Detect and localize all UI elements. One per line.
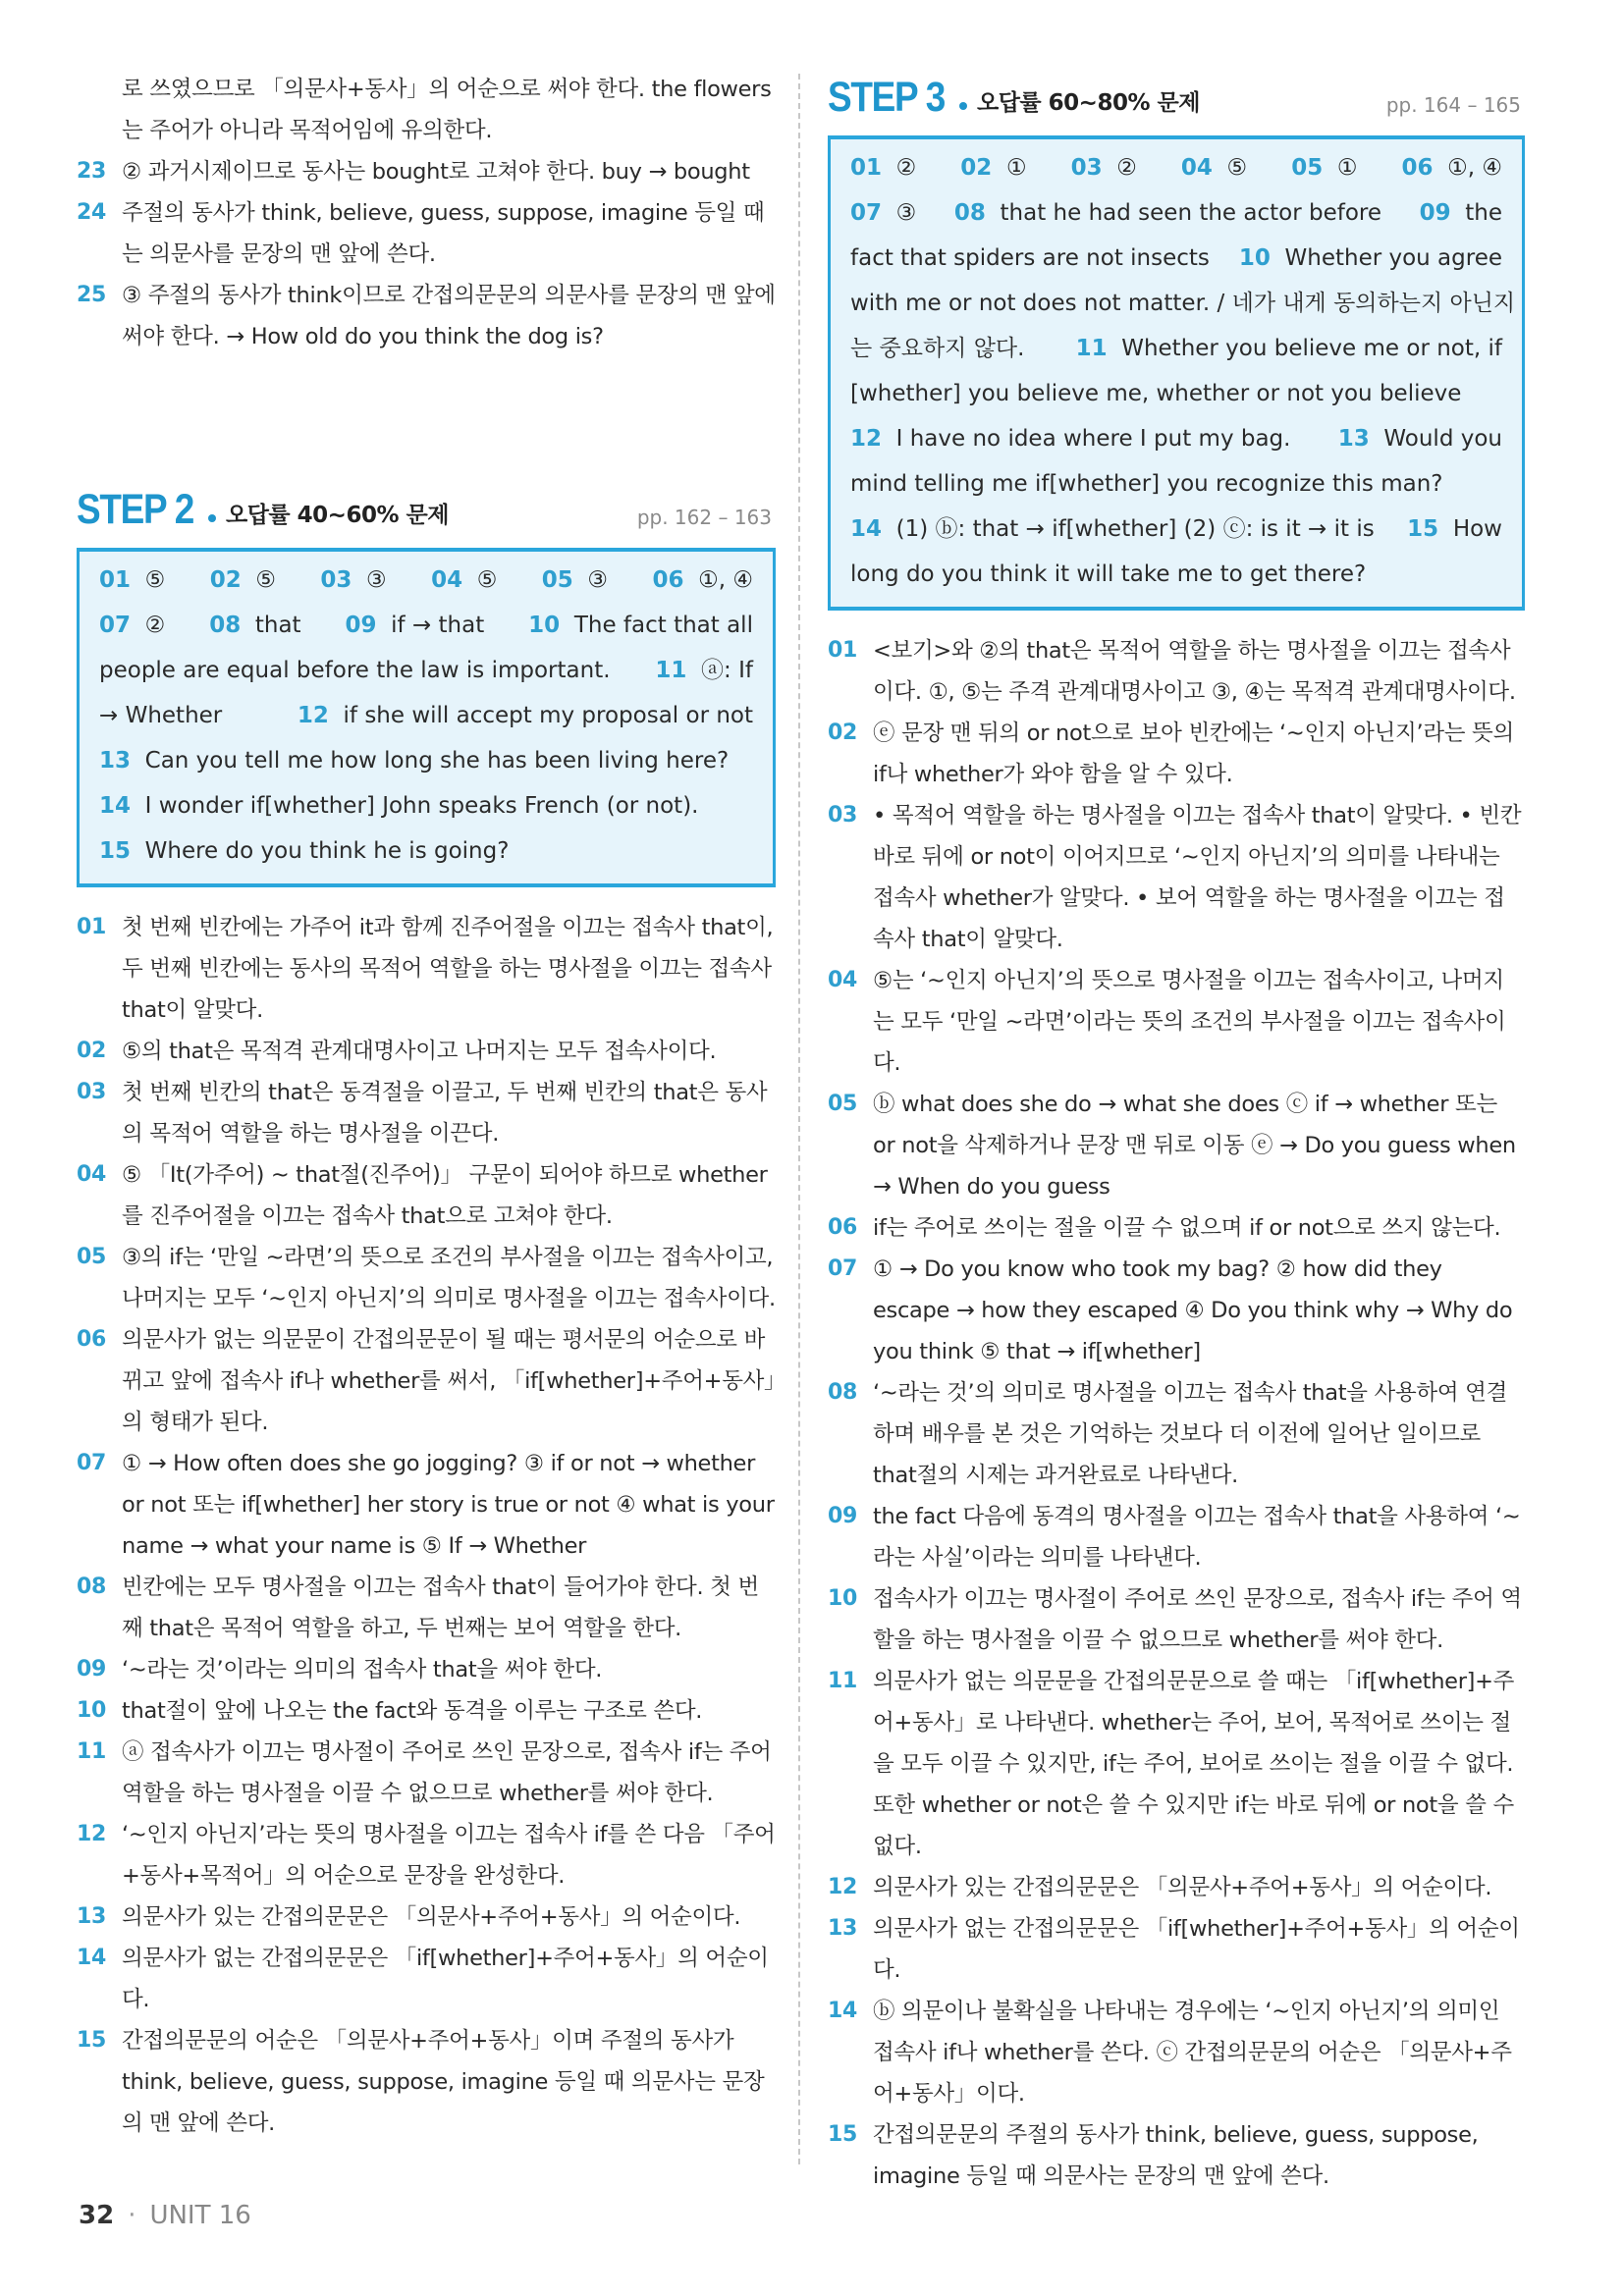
answer-item [850, 416, 1290, 461]
explanation-item [77, 1938, 776, 2020]
answer-item [850, 371, 1461, 416]
explanation-item [77, 1237, 776, 1319]
answer-item [542, 558, 608, 603]
answer-item [1407, 507, 1502, 552]
bullet-icon [208, 514, 216, 522]
answer-value: ⑤ [255, 567, 276, 593]
answer-item [320, 558, 386, 603]
explanation-text: 첫 번째 빈칸에는 가주어 it과 함께 진주어절을 이끄는 접속사 that이, 두 번째 빈칸에는 동사의 목적어 역할을 하는 명사절을 이끄는 접속사 that이 알맞다. [122, 915, 774, 1023]
explanation-text: 의문사가 없는 의문문이 간접의문문이 될 때는 평서문의 어순으로 바뀌고 앞에 접속사 if나 whether를 써서, 「if[whether]+주어+동사」의 형태가 된다. [122, 1327, 776, 1435]
answer-row [99, 603, 753, 648]
answer-row [850, 416, 1502, 461]
explanation-item [77, 1649, 776, 1690]
explanation-number: 12 [77, 1822, 107, 1846]
answer-value: 는 중요하지 않다. [850, 336, 1025, 361]
answer-number: 15 [1407, 516, 1439, 542]
answer-value: mind telling me if[whether] you recognize this man? [850, 471, 1443, 497]
answer-value: Whether you agree [1284, 245, 1502, 271]
explanation-text: ② 과거시제이므로 동사는 bought로 고쳐야 한다. buy → bought [122, 159, 750, 185]
answer-number: 09 [1419, 200, 1451, 226]
answer-value: ② [1116, 155, 1137, 181]
answer-number: 04 [431, 567, 463, 593]
explanation-text: • 목적어 역할을 하는 명사절을 이끄는 접속사 that이 알맞다. • 빈칸 바로 뒤에 or not이 이어지므로 ‘~인지 아닌지’의 의미를 나타내는 접속사 whether가 알맞다. • 보어 역할을 하는 명사절을 이끄는 접속사 that이 알맞다. [873, 803, 1522, 952]
explanation-text: ⓔ 문장 맨 뒤의 or not으로 보아 빈칸에는 ‘~인지 아닌지’라는 뜻의 if나 whether가 와야 함을 알 수 있다. [873, 721, 1514, 787]
explanation-text: if는 주어로 쓰이는 절을 이끌 수 없으며 if or not으로 쓰지 않는다. [873, 1215, 1501, 1241]
answer-row [850, 190, 1502, 236]
explanation-item [828, 1084, 1525, 1207]
answer-item [99, 738, 729, 783]
answer-value: I wonder if[whether] John speaks French (or not). [144, 793, 699, 819]
answer-number: 06 [1401, 155, 1434, 181]
explanation-text: 주절의 동사가 think, believe, guess, suppose, imagine 등일 때는 의문사를 문장의 맨 앞에 쓴다. [122, 200, 765, 267]
answer-value: that [254, 613, 301, 638]
answer-value: ② [895, 155, 917, 181]
answer-item [960, 145, 1026, 190]
step3-header [828, 69, 1525, 128]
explanation-text: ⑤ 「It(가주어) ~ that절(진주어)」 구문이 되어야 하므로 whether를 진주어절을 이끄는 접속사 that으로 고쳐야 한다. [122, 1162, 768, 1229]
explanation-item [828, 713, 1525, 795]
explanation-number: 02 [77, 1039, 107, 1063]
answer-value: long do you think it will take me to get there? [850, 561, 1367, 587]
answer-item [1291, 145, 1357, 190]
answer-row [850, 326, 1502, 371]
explanation-text: 간접의문문의 어순은 「의문사+주어+동사」이며 주절의 동사가 think, believe, guess, suppose, imagine 등일 때 의문사는 문장의 맨 앞에 쓴다. [122, 2028, 765, 2136]
explanation-item [828, 795, 1525, 960]
explanation-text: ‘~라는 것’이라는 의미의 접속사 that을 써야 한다. [122, 1657, 603, 1682]
answer-value: Whether you believe me or not, if [1121, 336, 1502, 361]
answer-number: 10 [528, 613, 561, 638]
explanation-number: 06 [828, 1215, 858, 1240]
explanation-text: the fact 다음에 동격의 명사절을 이끄는 접속사 that을 사용하여 ‘~라는 사실’이라는 의미를 나타낸다. [873, 1504, 1521, 1571]
explanation-item [828, 1207, 1525, 1249]
explanation-item [77, 2020, 776, 2144]
answer-item [1338, 416, 1502, 461]
explanation-number: 11 [828, 1669, 858, 1693]
answer-row [99, 738, 753, 783]
answer-number: 08 [953, 200, 986, 226]
answer-row [850, 236, 1502, 281]
answer-item [850, 507, 1375, 552]
explanation-item [828, 1496, 1525, 1578]
left-column [77, 69, 776, 2144]
footer-separator: · [128, 2201, 136, 2230]
answer-item [655, 648, 753, 693]
explanation-item [77, 275, 776, 357]
answer-row [99, 693, 753, 738]
answer-number: 13 [1337, 426, 1370, 452]
continued-explanations [77, 69, 776, 357]
answer-value: Can you tell me how long she has been living here? [144, 748, 730, 774]
answer-number: 07 [99, 613, 132, 638]
explanation-text: 의문사가 있는 간접의문문은 「의문사+주어+동사」의 어순이다. [122, 1904, 741, 1930]
explanation-item [77, 907, 776, 1031]
explanation-text: ③ 주절의 동사가 think이므로 간접의문문의 의문사를 문장의 맨 앞에 써야 한다. → How old do you think the dog is? [122, 283, 776, 349]
answer-item [1239, 236, 1502, 281]
answer-item [1401, 145, 1502, 190]
page-footer [79, 2201, 251, 2230]
explanation-text: ‘~라는 것’의 의미로 명사절을 이끄는 접속사 that을 사용하여 연결하며 배우를 본 것은 기억하는 것보다 더 이전에 일어난 일이므로 that절의 시제는 과거완료로 나타낸다. [873, 1380, 1508, 1488]
explanation-item [77, 1732, 776, 1814]
answer-value: ③ [587, 567, 609, 593]
answer-number: 15 [99, 838, 132, 864]
answer-number: 08 [209, 613, 242, 638]
answer-item [850, 190, 916, 236]
explanation-text: 의문사가 없는 간접의문문은 「if[whether]+주어+동사」의 어순이다. [122, 1946, 769, 2012]
explanation-number: 13 [77, 1904, 107, 1929]
answer-value: The fact that all [573, 613, 753, 638]
explanation-number: 10 [77, 1698, 107, 1723]
answer-number: 09 [345, 613, 377, 638]
answer-value: with me or not does not matter. / 네가 내게 동의하는지 아닌지 [850, 291, 1516, 316]
answer-value: ② [144, 613, 166, 638]
explanation-number: 07 [828, 1256, 858, 1281]
answer-value: people are equal before the law is important. [99, 658, 611, 683]
answer-item [850, 236, 1210, 281]
explanation-item [828, 960, 1525, 1084]
explanation-number: 04 [77, 1162, 107, 1187]
step2-header [77, 481, 776, 540]
answer-value: [whether] you believe me, whether or not you believe [850, 381, 1462, 406]
explanation-text: ① → How often does she go jogging? ③ if or not → whether or not 또는 if[whether] her story is true or not ④ what is your name → what your name is ⑤ If → Whether [122, 1451, 775, 1559]
explanation-item [828, 2114, 1525, 2197]
answer-number: 11 [655, 658, 687, 683]
answer-item [528, 603, 753, 648]
answer-number: 05 [1291, 155, 1324, 181]
explanation-number: 06 [77, 1327, 107, 1352]
explanation-number: 03 [828, 803, 858, 828]
explanation-item [77, 1072, 776, 1154]
explanation-item [77, 1443, 776, 1567]
answer-item [1420, 190, 1502, 236]
explanation-item [828, 1578, 1525, 1661]
answer-value: How [1452, 516, 1502, 542]
explanation-number: 05 [77, 1245, 107, 1269]
answer-item [1181, 145, 1247, 190]
answer-row [99, 558, 753, 603]
answer-value: (1) ⓑ: that → if[whether] (2) ⓒ: is it → it is [895, 516, 1375, 542]
explanation-text: 의문사가 없는 간접의문문은 「if[whether]+주어+동사」의 어순이다. [873, 1916, 1520, 1983]
step3-answer-box [828, 135, 1525, 611]
answer-number: 10 [1238, 245, 1271, 271]
answer-value: if she will accept my proposal or not [343, 703, 753, 728]
step2-explanations [77, 907, 776, 2144]
answer-row [850, 371, 1502, 416]
explanation-text: 간접의문문의 주절의 동사가 think, believe, guess, suppose, imagine 등일 때 의문사는 문장의 맨 앞에 쓴다. [873, 2122, 1479, 2189]
explanation-text: 접속사가 이끄는 명사절이 주어로 쓰인 문장으로, 접속사 if는 주어 역할을 하는 명사절을 이끌 수 없으므로 whether를 써야 한다. [873, 1586, 1522, 1653]
answer-row [850, 552, 1502, 597]
explanation-text: 의문사가 있는 간접의문문은 「의문사+주어+동사」의 어순이다. [873, 1875, 1492, 1900]
explanation-number: 10 [828, 1586, 858, 1611]
answer-value: ⑤ [476, 567, 498, 593]
answer-value: ①, ④ [1447, 155, 1502, 181]
answer-number: 01 [99, 567, 132, 593]
explanation-item [828, 1661, 1525, 1867]
answer-value: → Whether [99, 703, 223, 728]
answer-number: 03 [320, 567, 352, 593]
explanation-text: 첫 번째 빈칸의 that은 동격절을 이끌고, 두 번째 빈칸의 that은 동사의 목적어 역할을 하는 명사절을 이끈다. [122, 1080, 768, 1147]
explanation-number: 15 [828, 2122, 858, 2147]
explanation-item [828, 1372, 1525, 1496]
step3-pages: pp. 164 – 165 [1385, 93, 1521, 117]
explanation-number: 04 [828, 968, 858, 992]
explanation-number: 09 [77, 1657, 107, 1682]
explanation-number: 08 [828, 1380, 858, 1405]
explanation-number: 01 [77, 915, 107, 939]
explanation-item [828, 630, 1525, 713]
explanation-text: 로 쓰였으므로 「의문사+동사」의 어순으로 써야 한다. the flowers 는 주어가 아니라 목적어임에 유의한다. [122, 77, 772, 143]
explanation-number: 11 [77, 1739, 107, 1764]
explanation-text: 빈칸에는 모두 명사절을 이끄는 접속사 that이 들어가야 한다. 첫 번째 that은 목적어 역할을 하고, 두 번째는 보어 역할을 한다. [122, 1575, 759, 1641]
answer-number: 02 [960, 155, 993, 181]
answer-item [652, 558, 753, 603]
answer-item [850, 145, 916, 190]
answer-number: 01 [850, 155, 883, 181]
unit-label: UNIT 16 [149, 2201, 251, 2230]
answer-item [99, 648, 611, 693]
explanation-item [77, 192, 776, 275]
answer-item [298, 693, 753, 738]
answer-value: ③ [895, 200, 917, 226]
step3-explanations [828, 630, 1525, 2197]
answer-value: ① [1005, 155, 1027, 181]
answer-number: 04 [1180, 155, 1213, 181]
explanation-item [77, 1690, 776, 1732]
answer-number: 03 [1070, 155, 1103, 181]
explanation-number: 15 [77, 2028, 107, 2053]
explanation-item [828, 1249, 1525, 1372]
explanation-text: ⑤는 ‘~인지 아닌지’의 뜻으로 명사절을 이끄는 접속사이고, 나머지는 모두 ‘만일 ~라면’이라는 뜻의 조건의 부사절을 이끄는 접속사이다. [873, 968, 1506, 1076]
answer-item [99, 783, 699, 828]
explanation-number: 24 [77, 200, 107, 225]
explanation-number: 25 [77, 283, 107, 307]
explanation-text: ‘~인지 아닌지’라는 뜻의 명사절을 이끄는 접속사 if를 쓴 다음 「주어+동사+목적어」의 어순으로 문장을 완성한다. [122, 1822, 776, 1889]
answer-number: 12 [850, 426, 883, 452]
answer-item [850, 552, 1366, 597]
answer-value: that he had seen the actor before [1000, 200, 1381, 226]
explanation-item [77, 1154, 776, 1237]
answer-item [99, 828, 509, 874]
answer-value: ③ [366, 567, 387, 593]
answer-value: Where do you think he is going? [144, 838, 510, 864]
answer-number: 05 [541, 567, 573, 593]
answer-value: if → that [391, 613, 485, 638]
answer-row [850, 281, 1516, 326]
explanation-item [77, 1319, 776, 1443]
answer-item [850, 281, 1515, 326]
answer-value: ① [1336, 155, 1358, 181]
answer-number: 02 [209, 567, 242, 593]
explanation-number: 08 [77, 1575, 107, 1599]
answer-item [99, 693, 222, 738]
answer-item [99, 558, 165, 603]
explanation-number: 05 [828, 1092, 858, 1116]
step2-pages: pp. 162 – 163 [636, 506, 772, 529]
explanation-number: 03 [77, 1080, 107, 1104]
answer-number: 11 [1075, 336, 1108, 361]
answer-item [346, 603, 485, 648]
explanation-number: 01 [828, 638, 858, 663]
answer-item [210, 558, 276, 603]
answer-item [431, 558, 497, 603]
step3-subtitle: 오답률 60~80% 문제 [977, 90, 1200, 116]
step2-title: STEP 2 [77, 486, 194, 533]
answer-row [850, 461, 1502, 507]
answer-item [850, 326, 1024, 371]
explanation-text: <보기>와 ②의 that은 목적어 역할을 하는 명사절을 이끄는 접속사이다. ①, ⑤는 주격 관계대명사이고 ③, ④는 목적격 관계대명사이다. [873, 638, 1516, 705]
explanation-text: ③의 if는 ‘만일 ~라면’의 뜻으로 조건의 부사절을 이끄는 접속사이고, 나머지는 모두 ‘~인지 아닌지’의 의미로 명사절을 이끄는 접속사이다. [122, 1245, 776, 1311]
explanation-number: 13 [828, 1916, 858, 1941]
explanation-text: ⑤의 that은 목적격 관계대명사이고 나머지는 모두 접속사이다. [122, 1039, 717, 1064]
explanation-item [77, 1814, 776, 1896]
answer-row [850, 145, 1502, 190]
explanation-text: ⓑ 의문이나 불확실을 나타내는 경우에는 ‘~인지 아닌지’의 의미인 접속사 if나 whether를 쓴다. ⓒ 간접의문문의 어순은 「의문사+주어+동사」이다. [873, 1999, 1512, 2107]
answer-number: 14 [99, 793, 132, 819]
explanation-number: 07 [77, 1451, 107, 1475]
explanation-number: 14 [828, 1999, 858, 2023]
explanation-text: ① → Do you know who took my bag? ② how did they escape → how they escaped ④ Do you think why → Why do you think ⑤ that → if[whether] [873, 1256, 1513, 1364]
answer-value: ⑤ [144, 567, 166, 593]
explanation-number: 02 [828, 721, 858, 745]
answer-item [1071, 145, 1137, 190]
answer-row [99, 783, 753, 828]
explanation-number: 09 [828, 1504, 858, 1528]
answer-row [99, 648, 753, 693]
explanation-text: 의문사가 없는 의문문을 간접의문문으로 쓸 때는 「if[whether]+주어+동사」로 나타낸다. whether는 주어, 보어, 목적어로 쓰이는 절을 모두 이끌 수 있지만, if는 주어, 보어로 쓰이는 절을 이끌 수 없다. 또한 whether or not은 쓸 수 있지만 if는 바로 뒤에 or not을 쓸 수 없다. [873, 1669, 1515, 1859]
explanation-item [77, 1896, 776, 1938]
bullet-icon [959, 102, 967, 110]
step3-title: STEP 3 [828, 74, 946, 121]
answer-item [1076, 326, 1502, 371]
answer-number: 13 [99, 748, 132, 774]
answer-value: I have no idea where I put my bag. [895, 426, 1291, 452]
answer-item [954, 190, 1381, 236]
explanation-item [77, 1031, 776, 1072]
step2-subtitle: 오답률 40~60% 문제 [226, 503, 449, 528]
answer-value: ⑤ [1226, 155, 1248, 181]
step2-answer-box [77, 548, 776, 887]
answer-item [99, 603, 165, 648]
answer-row [99, 828, 753, 874]
explanation-item [828, 1991, 1525, 2114]
answer-number: 14 [850, 516, 883, 542]
explanation-item [77, 151, 776, 192]
page-number: 32 [79, 2201, 115, 2230]
explanation-item [77, 1567, 776, 1649]
answer-item [209, 603, 300, 648]
explanation-text: that절이 앞에 나오는 the fact와 동격을 이루는 구조로 쓴다. [122, 1698, 703, 1724]
answer-value: ①, ④ [698, 567, 753, 593]
answer-number: 06 [652, 567, 684, 593]
right-column [828, 69, 1525, 2197]
answer-value: fact that spiders are not insects [850, 245, 1210, 271]
explanation-item [77, 69, 776, 151]
explanation-number: 23 [77, 159, 107, 184]
explanation-number: 14 [77, 1946, 107, 1970]
answer-number: 12 [297, 703, 329, 728]
answer-value: ⓐ: If [701, 658, 753, 683]
explanation-number: 12 [828, 1875, 858, 1899]
explanation-item [828, 1867, 1525, 1908]
answer-item [850, 461, 1443, 507]
answer-value: the [1465, 200, 1502, 226]
answer-value: Would you [1383, 426, 1502, 452]
column-divider [798, 74, 800, 2164]
answer-row [850, 507, 1502, 552]
explanation-text: ⓐ 접속사가 이끄는 명사절이 주어로 쓰인 문장으로, 접속사 if는 주어 역할을 하는 명사절을 이끌 수 없으므로 whether를 써야 한다. [122, 1739, 772, 1806]
answer-number: 07 [850, 200, 883, 226]
explanation-text: ⓑ what does she do → what she does ⓒ if → whether 또는 or not을 삭제하거나 문장 맨 뒤로 이동 ⓔ → Do you guess when → When do you guess [873, 1092, 1516, 1200]
explanation-item [828, 1908, 1525, 1991]
